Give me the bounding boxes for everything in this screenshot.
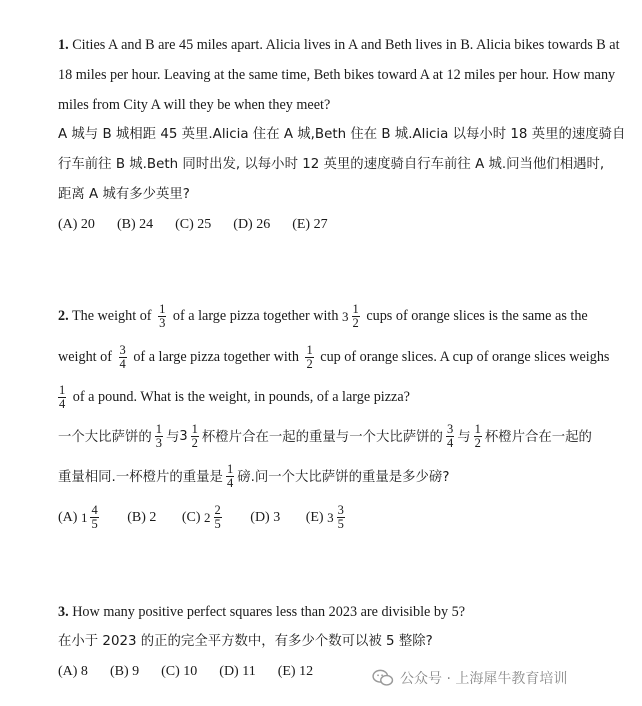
fraction: $\frac{1}{2}$	[306, 342, 313, 371]
text: of a pound. What is the weight, in pounds, of a large pizza?	[72, 388, 410, 405]
choice-e: (E) 3 $\frac{3}{5}$	[305, 503, 344, 532]
mixed-number: 3 $\frac{1}{2}$	[179, 422, 198, 451]
problem-2-en-line-2	[58, 337, 610, 377]
problem-1	[58, 30, 626, 238]
fraction: $\frac{1}{3}$	[155, 422, 162, 451]
fraction: $\frac{1}{4}$	[59, 382, 66, 411]
choice-d: (D) 26	[233, 217, 271, 232]
problem-1-choices	[58, 212, 593, 238]
problem-1-en-line-3: miles from City A will they be when they meet?	[58, 97, 331, 113]
problem-1-cn-line-3: 距离 A 城有多少英里?	[58, 187, 190, 202]
text: 重量相同.一杯橙片的重量是	[58, 469, 223, 485]
watermark	[372, 665, 567, 691]
text: 与	[165, 429, 180, 445]
problem-2-choices	[58, 498, 593, 538]
fraction: $\frac{3}{4}$	[119, 342, 126, 371]
text: cup of orange slices. A cup of orange slices weighs	[320, 348, 610, 365]
text: 杯橙片合在一起的	[484, 429, 592, 445]
choice-d: (D) 11	[219, 664, 256, 679]
problem-2-cn-line-1	[58, 417, 593, 458]
text: 与	[457, 429, 471, 445]
fraction: $\frac{1}{3}$	[159, 302, 166, 331]
text: of a large pizza together with	[133, 348, 299, 365]
problem-3-en-line-1	[58, 597, 593, 627]
text: cups of orange slices is the same as the	[366, 308, 588, 324]
text: 杯橙片合在一起的重量与一个大比萨饼的	[201, 429, 443, 445]
text: of a large pizza together with	[172, 308, 339, 324]
problem-1-cn-line-1: A 城与 B 城相距 45 英里.Alicia 住在 A 城,Beth 住在 B 城.Alicia 以每小时 18 英里的速度骑自	[58, 127, 626, 142]
choice-b: (B) 9	[109, 664, 140, 679]
problem-text: Cities A and B are 45 miles apart. Alicia lives in A and Beth lives in B. Alicia bikes towards B at	[72, 37, 620, 53]
choice-a: (A) 8	[58, 664, 88, 679]
choice-c: (C) 25	[175, 217, 212, 232]
fraction: $\frac{1}{2}$	[474, 422, 481, 451]
watermark-text: 公众号 · 上海犀牛教育培训	[400, 671, 568, 687]
problem-text: How many positive perfect squares less than 2023 are divisible by 5?	[72, 604, 466, 620]
problem-2-en-line-3	[58, 377, 593, 417]
fraction: $\frac{1}{4}$	[226, 462, 234, 491]
problem-number: 1.	[58, 37, 69, 53]
fraction: $\frac{3}{4}$	[446, 422, 454, 451]
text: weight of	[58, 348, 112, 365]
choice-b: (B) 24	[116, 217, 154, 232]
choice-e: (E) 12	[277, 664, 314, 679]
choice-e: (E) 27	[292, 217, 328, 232]
problem-2	[58, 296, 610, 538]
problem-2-cn-line-2	[58, 458, 593, 498]
text: 一个大比萨饼的	[58, 429, 152, 445]
problem-number: 2.	[58, 308, 69, 324]
choice-a: (A) 1 $\frac{4}{5}$	[58, 503, 98, 532]
choice-a: (A) 20	[58, 217, 95, 232]
choice-b: (B) 2	[127, 509, 157, 525]
problem-3-cn-line-1: 在小于 2023 的正的完全平方数中，有多少个数可以被 5 整除?	[58, 634, 433, 649]
text: 磅.问一个大比萨饼的重量是多少磅?	[237, 469, 450, 485]
mixed-number: 3 $\frac{1}{2}$	[342, 302, 359, 331]
choice-c: (C) 2 $\frac{2}{5}$	[181, 503, 221, 532]
choice-d: (D) 3	[250, 509, 281, 525]
wechat-icon	[372, 669, 394, 687]
text: The weight of	[71, 308, 152, 324]
choice-c: (C) 10	[161, 664, 198, 679]
problem-1-en-line-1	[58, 30, 620, 60]
problem-2-en-line-1	[58, 296, 593, 337]
problem-number: 3.	[58, 604, 69, 620]
problem-1-cn-line-2: 行车前往 B 城.Beth 同时出发, 以每小时 12 英里的速度骑自行车前往 A 城.问当他们相遇时,	[58, 157, 605, 172]
problem-1-en-line-2: 18 miles per hour. Leaving at the same time, Beth bikes toward A at 12 miles per hour. How many	[58, 67, 616, 83]
